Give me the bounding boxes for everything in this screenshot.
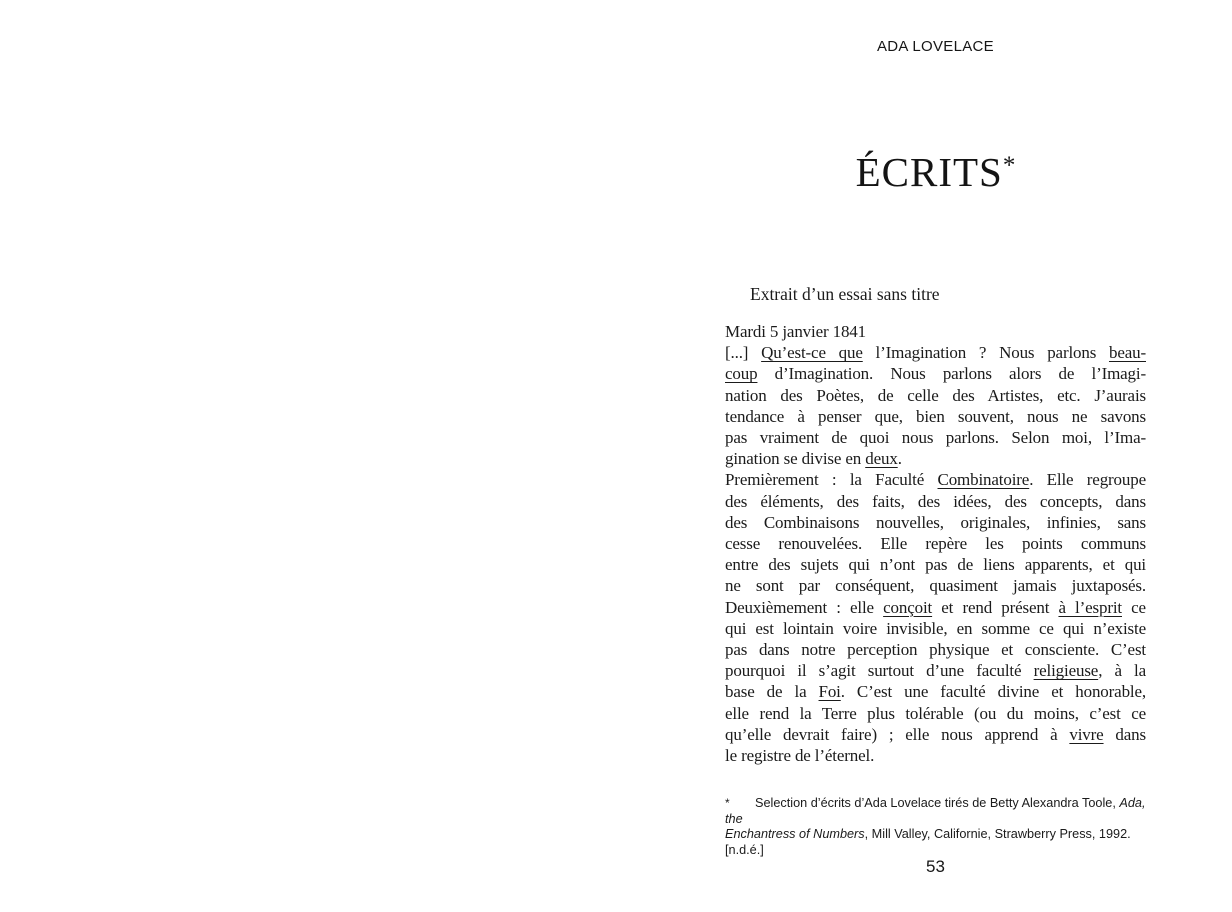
text-segment: entre des sujets qui n’ont pas de liens apparents, et qui	[725, 555, 1146, 575]
text-segment: elle rend la Terre plus tolérable (ou du moins, c’est ce	[725, 703, 1146, 723]
body-text-line	[725, 491, 1146, 512]
body-text-line	[725, 618, 1146, 639]
underlined-text: coup	[725, 364, 758, 384]
footnote-line	[725, 796, 1157, 827]
text-segment: d’Imagination. Nous parlons alors de l’Imagi-	[757, 364, 1146, 384]
text-segment: qu’elle devrait faire) ; elle nous apprend à	[725, 724, 1070, 744]
italic-text: Ada, the	[725, 796, 1146, 826]
body-text-line	[725, 342, 1146, 363]
text-segment: pas vraiment de quoi nous parlons. Selon moi, l’Ima-	[725, 428, 1146, 448]
body-text-line	[725, 597, 1146, 618]
body-text-line	[725, 533, 1146, 554]
body-text-line	[725, 681, 1146, 702]
footnote-asterisk-marker: *	[1002, 152, 1016, 179]
body-text-line	[725, 724, 1146, 745]
text-segment: , Mill Valley, Californie, Strawberry Press, 1992. [n.d.é.]	[725, 827, 1131, 857]
text-segment: Mardi 5 janvier 1841	[725, 322, 866, 341]
text-segment: l’Imagination ? Nous parlons	[862, 343, 1109, 363]
underlined-text: Combinatoire	[937, 470, 1030, 490]
text-segment: le registre de l’éternel.	[725, 746, 875, 766]
text-segment: [...]	[725, 343, 762, 363]
text-segment: gination se divise en	[725, 449, 866, 469]
text-segment: , à la	[1098, 661, 1147, 681]
text-segment: . Elle regroupe	[1029, 470, 1147, 490]
essay-body-text	[725, 321, 1146, 766]
text-segment: pas dans notre perception physique et consciente. C’est	[725, 640, 1146, 660]
text-segment: .	[897, 449, 902, 469]
page-number: 53	[926, 857, 945, 876]
text-segment: qui est lointain voire invisible, en somme ce qui n’existe	[725, 618, 1146, 638]
essay-subtitle: Extrait d’un essai sans titre	[750, 284, 940, 304]
body-text-line	[725, 469, 1146, 490]
body-text-line	[725, 427, 1146, 448]
underlined-text: beau-	[1108, 343, 1146, 363]
underlined-text: Qu’est-ce que	[761, 343, 863, 363]
underlined-text: Foi	[818, 682, 841, 702]
text-segment: base de la	[725, 682, 819, 702]
italic-text: Enchantress of Numbers	[725, 827, 865, 841]
underlined-text: religieuse	[1033, 661, 1099, 681]
text-segment: nation des Poètes, de celle des Artistes, etc. J’aurais	[725, 385, 1146, 405]
text-segment: dans	[1103, 724, 1146, 744]
body-text-line	[725, 639, 1146, 660]
text-segment: des Combinaisons nouvelles, originales, infinies, sans	[725, 512, 1146, 532]
text-segment: et rend présent	[932, 597, 1059, 617]
body-text-line	[725, 363, 1146, 384]
body-text-line	[725, 385, 1146, 406]
page-title-text: ÉCRITS	[855, 149, 1003, 195]
body-text-line	[725, 575, 1146, 596]
text-segment: Premièrement : la Faculté	[725, 470, 938, 490]
body-text-line	[725, 703, 1146, 724]
body-text-line	[725, 321, 1146, 342]
text-segment: ce	[1121, 597, 1146, 617]
running-header: ADA LOVELACE	[877, 38, 994, 55]
body-text-line	[725, 512, 1146, 533]
body-text-line	[725, 448, 1146, 469]
page-title	[725, 150, 1146, 195]
footnote-marker: *	[725, 796, 730, 810]
underlined-text: à l’esprit	[1058, 597, 1122, 617]
underlined-text: conçoit	[883, 597, 933, 617]
text-segment: ne sont par conséquent, quasiment jamais juxtaposés.	[725, 576, 1146, 596]
body-text-line	[725, 745, 1146, 766]
body-text-line	[725, 406, 1146, 427]
text-segment: Selection d’écrits d’Ada Lovelace tirés de Betty Alexandra Toole,	[755, 796, 1120, 810]
text-segment: Deuxièmement : elle	[725, 597, 884, 617]
body-text-line	[725, 554, 1146, 575]
text-segment: tendance à penser que, bien souvent, nous ne savons	[725, 406, 1146, 426]
underlined-text: deux	[865, 449, 898, 469]
text-segment: des éléments, des faits, des idées, des concepts, dans	[725, 491, 1146, 511]
footnote	[725, 796, 1157, 858]
text-segment: cesse renouvelées. Elle repère les points communs	[725, 534, 1146, 554]
text-segment: . C’est une faculté divine et honorable,	[840, 682, 1146, 702]
body-text-line	[725, 660, 1146, 681]
footnote-line	[725, 827, 1157, 858]
underlined-text: vivre	[1069, 724, 1104, 744]
text-segment: pourquoi il s’agit surtout d’une faculté	[725, 661, 1034, 681]
